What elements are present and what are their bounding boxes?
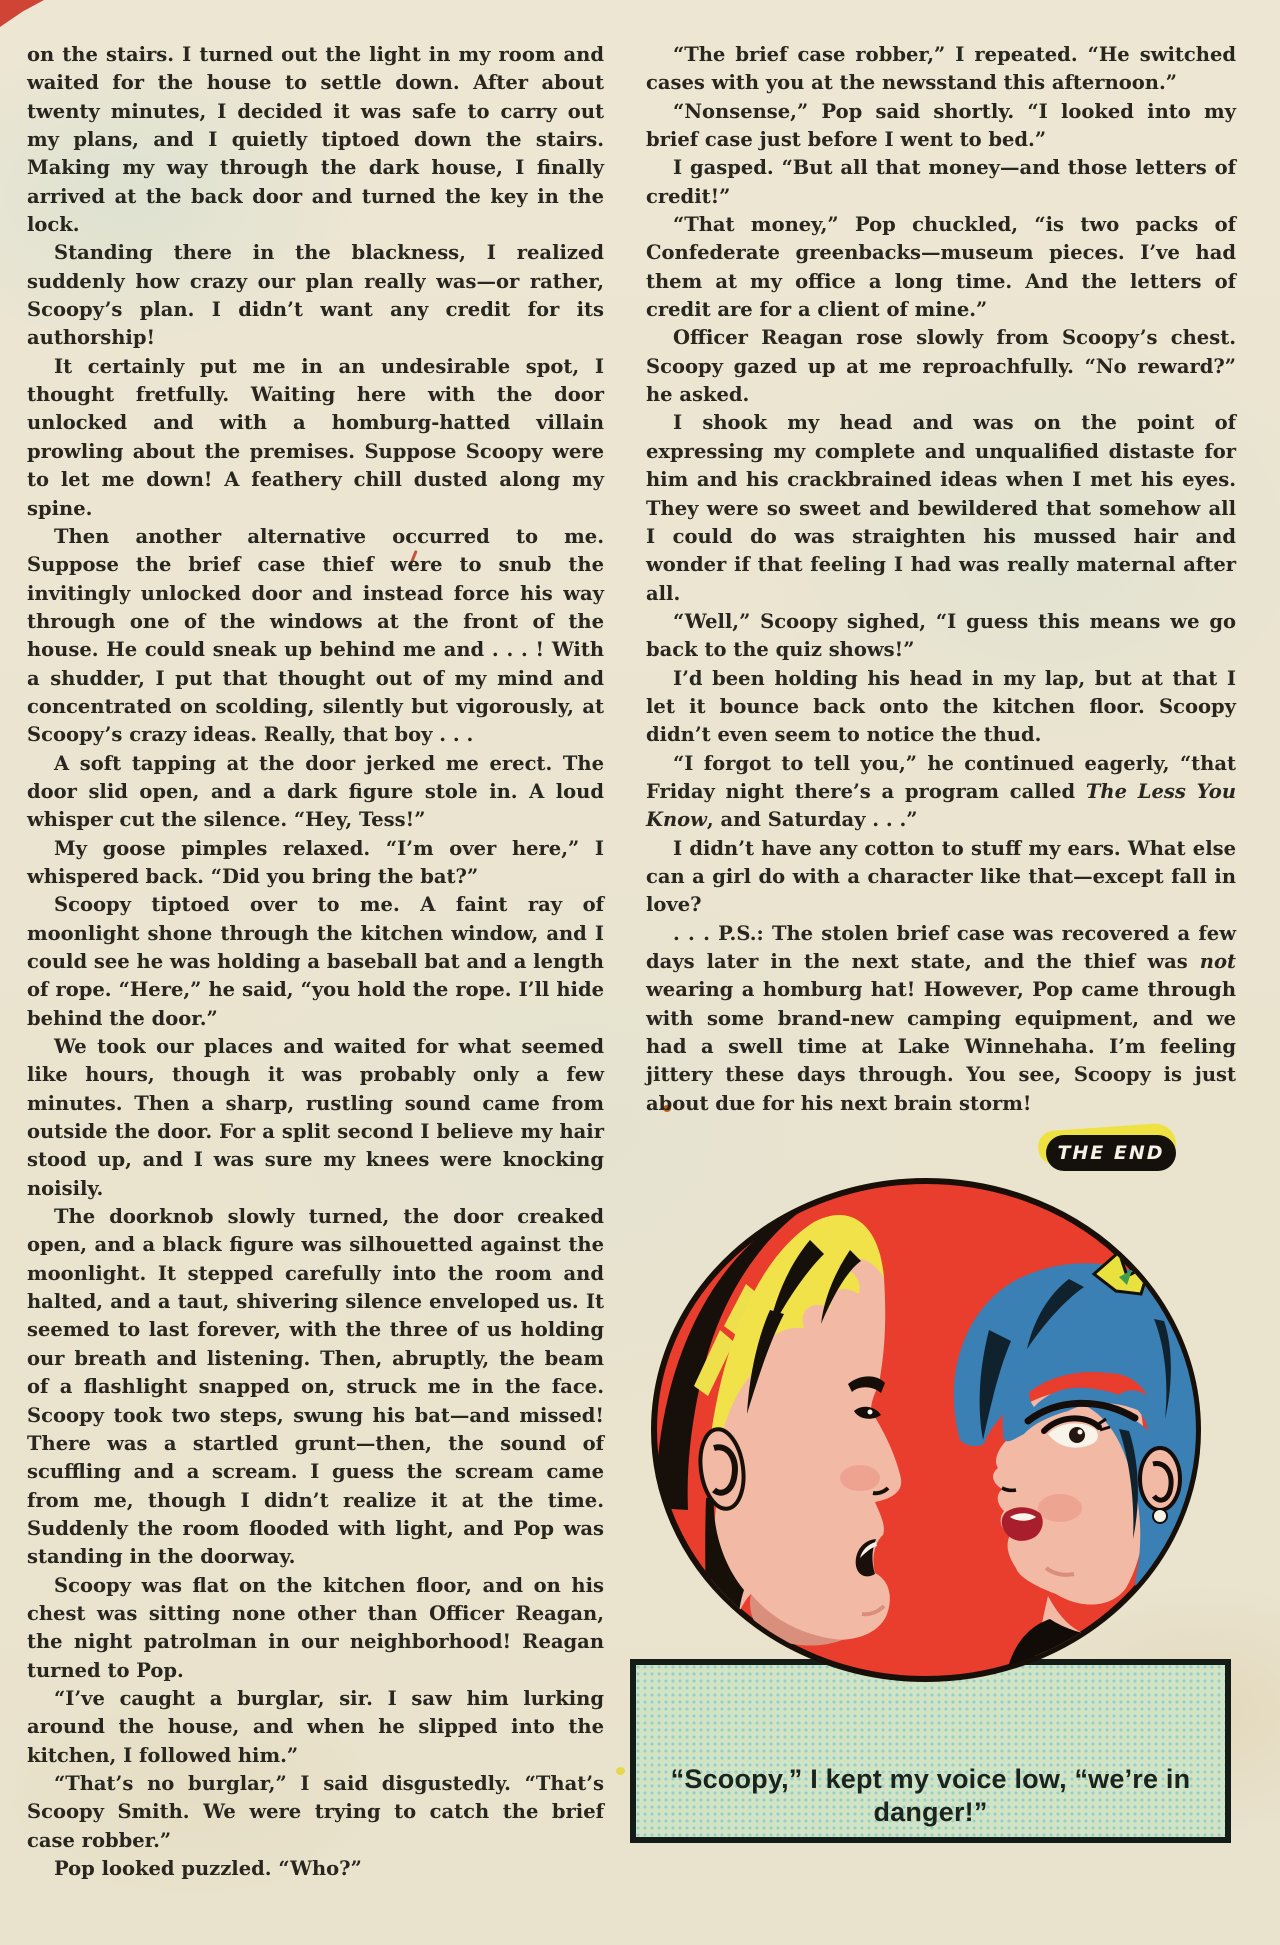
woman-cheek-blush xyxy=(1038,1494,1082,1522)
story-paragraph: I’d been holding his head in my lap, but at that I let it bounce back onto the kitchen floor. Scoopy didn’t even seem to notice the thud. xyxy=(646,666,1236,747)
the-end-badge xyxy=(1038,1126,1182,1174)
story-paragraph: “The brief case robber,” I repeated. “He switched cases with you at the newsstand this afternoon.” xyxy=(646,43,1236,95)
story-paragraph: My goose pimples relaxed. “I’m over here,” I whispered back. “Did you bring the bat?” xyxy=(27,836,604,888)
story-paragraph: The doorknob slowly turned, the door creaked open, and a black figure was silhouetted against the moonlight. It stepped carefully into the room and halted, and a taut, shivering silence enveloped us. It seemed to last forever, with the three of us holding our breath and listening. Then, abruptly, the beam of a flashlight snapped on, struck me in the face. Scoopy took two steps, swung his bat—and missed! There was a startled grunt—then, the sound of scuffling and a scream. I guess the scream came from me, though I didn’t realize it at the time. Suddenly the room flooded with light, and Pop was standing in the doorway. xyxy=(27,1205,604,1569)
story-left-column xyxy=(27,41,604,1883)
story-paragraph: “Nonsense,” Pop said shortly. “I looked into my brief case just before I went to bed.” xyxy=(646,99,1236,152)
story-paragraph: “I forgot to tell you,” he continued eagerly, “that Friday night there’s a program called The Less You Know, and Saturday . . .” xyxy=(646,751,1236,832)
story-paragraph: Standing there in the blackness, I realized suddenly how crazy our plan really was—or rather, Scoopy’s plan. I didn’t want any credit for its authorship! xyxy=(27,241,604,350)
story-paragraph: Pop looked puzzled. “Who?” xyxy=(54,1857,362,1880)
story-paragraph: I didn’t have any cotton to stuff my ears. What else can a girl do with a character like that—except fall in love? xyxy=(646,836,1236,917)
story-paragraph: “That money,” Pop chuckled, “is two packs of Confederate greenbacks—museum pieces. I’ve had them at my office a long time. And the letters of credit are for a client of mine.” xyxy=(646,213,1236,322)
story-paragraph: I shook my head and was on the point of expressing my complete and unqualified distaste for him and his crackbrained ideas when I met his eyes. They were so sweet and bewildered that somehow all I could do was straighten his mussed hair and wonder if that feeling I had was really maternal after all. xyxy=(646,411,1236,605)
story-paragraph: Officer Reagan rose slowly from Scoopy’s chest. Scoopy gazed up at me reproachfully. “No reward?” he asked. xyxy=(646,326,1236,407)
the-end-label: THE END xyxy=(1057,1142,1165,1164)
story-paragraph: It certainly put me in an undesirable spot, I thought fretfully. Waiting here with the door unlocked and with a homburg-hatted villain prowling about the premises. Suppose Scoopy were to let me down! A feathery chill dusted along my spine. xyxy=(27,354,604,520)
story-right-column xyxy=(646,41,1236,1118)
woman-iris xyxy=(1069,1427,1085,1443)
woman-eye-glint xyxy=(1078,1430,1083,1435)
caption-line-1: “Scoopy,” I kept my voice low, “we’re in xyxy=(670,1764,1191,1794)
story-paragraph: Scoopy tiptoed over to me. A faint ray of moonlight shone through the kitchen window, and I could see he was holding a baseball bat and a length of rope. “Here,” he said, “you hold the rope. I’ll hide behind the door.” xyxy=(27,893,604,1030)
story-paragraph: A soft tapping at the door jerked me erect. The door slid open, and a dark figure stole in. A loud whisper cut the silence. “Hey, Tess!” xyxy=(27,751,604,832)
faces-illustration xyxy=(648,1178,1204,1688)
the-end-pill xyxy=(1046,1135,1176,1171)
caption-line-2: danger!” xyxy=(873,1797,988,1827)
man-eye-glint xyxy=(868,1410,873,1415)
paper-speck xyxy=(616,1767,625,1775)
earring xyxy=(1153,1509,1167,1523)
faces-illustration-svg xyxy=(648,1178,1204,1688)
story-paragraph: “Well,” Scoopy sighed, “I guess this means we go back to the quiz shows!” xyxy=(646,609,1236,662)
story-paragraph: on the stairs. I turned out the light in my room and waited for the house to settle down. After about twenty minutes, I decided it was safe to carry out my plans, and I quietly tiptoed down the stairs. Making my way through the dark house, I finally arrived at the back door and turned the key in the lock. xyxy=(27,43,604,237)
man-cheek-blush xyxy=(840,1465,880,1491)
story-paragraph: . . . P.S.: The stolen brief case was recovered a few days later in the next state, and the thief was not wearing a homburg hat! However, Pop came through with some brand-new camping equipment, and we had a swell time at Lake Winnehaha. I’m feeling jittery these days through. You see, Scoopy is just about due for his next brain storm! xyxy=(646,921,1236,1115)
red-corner-mark xyxy=(0,0,44,27)
story-paragraph: “I’ve caught a burglar, sir. I saw him lurking around the house, and when he slipped into the kitchen, I followed him.” xyxy=(27,1686,604,1767)
story-paragraph: We took our places and waited for what seemed like hours, though it was probably only a few minutes. Then a sharp, rustling sound came from outside the door. For a split second I believe my hair stood up, and I was sure my knees were knocking noisily. xyxy=(27,1035,604,1200)
story-paragraph: Then another alternative occurred to me. Suppose the brief case thief were to snub the invitingly unlocked door and instead force his way through one of the windows at the front of the house. He could sneak up behind me and . . . ! With a shudder, I put that thought out of my mind and concentrated on scolding, silently but vigorously, at Scoopy’s crazy ideas. Really, that boy . . . xyxy=(27,524,604,747)
story-paragraph: “That’s no burglar,” I said disgustedly. “That’s Scoopy Smith. We were trying to catch the brief case robber.” xyxy=(27,1771,604,1852)
story-paragraph: Scoopy was flat on the kitchen floor, and on his chest was sitting none other than Officer Reagan, the night patrolman in our neighborhood! Reagan turned to Pop. xyxy=(27,1573,604,1682)
story-paragraph: I gasped. “But all that money—and those letters of credit!” xyxy=(646,156,1236,208)
